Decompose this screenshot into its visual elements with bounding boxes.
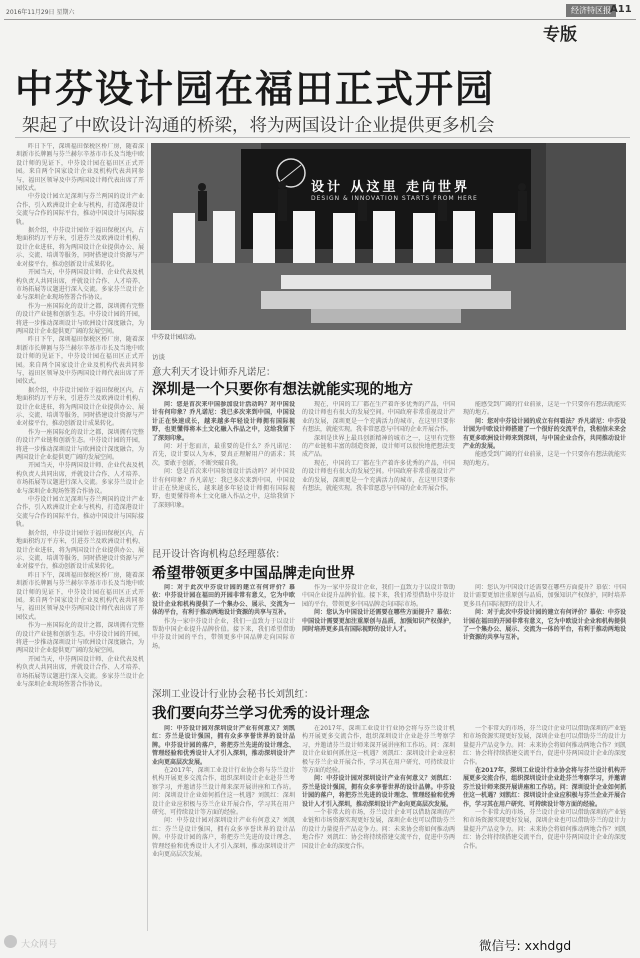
interview3-column-3 xyxy=(463,725,626,931)
section-tag: 专版 xyxy=(543,25,577,45)
lead-paragraph-12: 昨日下午，深圳福田保税区桥厂房，随着深圳新市长牌匾与芬兰赫尔辛基市市长及当地中欧设计师的见证下，中芬设计园在福田区正式开园。来自两个国家设计企业及机构代表共同参与，福田区领导及中芬两国设计师代表出席了开园仪式。 xyxy=(16,571,144,621)
interview1-text-b: 现在，中国的工厂都在生产着许多优秀的产品，中国的设计师也有很大的发展空间。中国政府非常重视设计产业的发展，深圳更是一个充满活力的城市，在这里只要你有想法，就能实现。我非常愿意与中国的企业开展合作。 xyxy=(302,401,455,434)
interview1-kicker: 意大利天才设计师乔凡诺尼： xyxy=(152,367,276,378)
interview3-text-b2: 问：中芬设计园对深圳设计产业有何意义？刘凯红：芬兰是设计强国，拥有众多享誉世界的设计品牌。中芬设计园的落户，将把芬兰先进的设计理念、管理经验和优秀设计人才引入深圳，推动深圳设计产业向更高层次发展。 xyxy=(302,775,455,808)
interview2-text-b: 作为一家中芬设计企业，我们一直致力于以设计帮助中国企业提升品牌价值。接下来，我们希望借助中芬设计园的平台，带领更多中国品牌走向国际市场。 xyxy=(302,584,455,608)
watermark-left: 大众网号 xyxy=(21,940,58,950)
photo-caption: 中芬设计园启动。 xyxy=(152,334,201,341)
lead-paragraph-5: 作为一座国际化的设计之都，深圳拥有完整的设计产业链和创新生态。中芬设计园的开园，将进一步推动深圳设计与欧洲设计深度融合，为两国设计企业提供更广阔的发展空间。 xyxy=(16,302,144,335)
interview2-text-c: 问：您认为中国设计还需要在哪些方面提升？慕依：中国设计需要更加注重原创与品质，加强知识产权保护，同时培养更多具有国际视野的设计人才。 xyxy=(463,584,626,608)
interview3-headline: 我们要向芬兰学习优秀的设计理念 xyxy=(152,706,370,722)
interview1-column-3 xyxy=(463,401,626,541)
lead-body-column xyxy=(16,143,144,931)
interview1-text-a2: 问：对于您而言，最重要的是什么？乔凡诺尼：首先，设计要以人为本，要真正理解用户的需求；其次，要敢于创新，不断突破自我。 xyxy=(152,443,295,467)
interview3-text-c: 一个非常大的市场，芬兰设计企业可以借助深圳的产业链和市场资源实现更好发展，深圳企业也可以借助芬兰的设计力量提升产品竞争力。问：未来协会将如何推动两地合作？刘凯红：协会将持续搭建交流平台，促进中芬两国设计企业的深度合作。 xyxy=(463,725,626,766)
interview1-column-1 xyxy=(152,401,295,541)
interview1-text-c3: 能感受到广阔的行业前景，这是一个只要你有想法就能实现的地方。 xyxy=(463,451,626,467)
lead-paragraph-1: 昨日下午，深圳福田保税区桥厂房，随着深圳新市长牌匾与芬兰赫尔辛基市市长及当地中欧设计师的见证下，中芬设计园在福田区正式开园。来自两个国家设计企业及机构代表共同参与，福田区领导及中芬两国设计师代表出席了开园仪式。 xyxy=(16,143,144,193)
watermark-right: 微信号: xxhdgd xyxy=(479,938,572,953)
page-number: A11 xyxy=(610,4,632,15)
interview3-text-a3: 问：中芬设计园对深圳设计产业有何意义？刘凯红：芬兰是设计强国，拥有众多享誉世界的设计品牌。中芬设计园的落户，将把芬兰先进的设计理念、管理经验和优秀设计人才引入深圳，推动深圳设计产业向更高层次发展。 xyxy=(152,817,295,859)
interview2-kicker: 昆开设计咨询机构总经理慕依： xyxy=(152,549,286,560)
lead-paragraph-4: 开园当天，中芬两国设计师、企业代表及机构负责人共同出席，并就设计合作、人才培养、市场拓展等议题进行深入交流。多家芬兰设计企业与深圳企业现场签署合作协议。 xyxy=(16,269,144,302)
lead-paragraph-9: 开园当天，中芬两国设计师、企业代表及机构负责人共同出席，并就设计合作、人才培养、市场拓展等议题进行深入交流。多家芬兰设计企业与深圳企业现场签署合作协议。 xyxy=(16,462,144,495)
interview2-column-3 xyxy=(463,584,626,666)
interview2-text-a2: 作为一家中芬设计企业，我们一直致力于以设计帮助中国企业提升品牌价值。接下来，我们希望借助中芬设计园的平台，带领更多中国品牌走向国际市场。 xyxy=(152,617,295,650)
interview1-text-b3: 现在，中国的工厂都在生产着许多优秀的产品，中国的设计师也有很大的发展空间。中国政府非常重视设计产业的发展，深圳更是一个充满活力的城市，在这里只要你有想法，就能实现。我非常愿意与中国的企业开展合作。 xyxy=(302,459,455,493)
title-rule xyxy=(15,137,630,138)
ceremony-photo xyxy=(151,143,626,330)
lead-paragraph-3: 据介绍，中芬设计园位于福田保税区内，占地面积约万平方米，引进芬兰及欧洲设计机构、设计企业进驻，将为两国设计企业提供办公、展示、交流、培训等服务，同时搭建设计资源与产业对接平台，推动创新设计成果转化。 xyxy=(16,227,144,268)
interview1-text-a: 问：您是首次来中国参加设计活动吗？对中国设计有何印象？乔凡诺尼：我已多次来到中国，中国设计正在快速成长，越来越多年轻设计师拥有国际视野，也更懂得将本土文化融入作品之中，这给我留下了深刻印象。 xyxy=(152,401,295,442)
interview3-text-c2: 在2017年，深圳工业设计行业协会将与芬兰设计机构开展更多交流合作，组织深圳设计企业赴芬兰考察学习，并邀请芬兰设计师来深开展讲座和工作坊。问：深圳设计企业如何抓住这一机遇？刘凯红：深圳设计企业应积极与芬兰企业开展合作，学习其在用户研究、可持续设计等方面的经验。 xyxy=(463,767,626,808)
header-rule xyxy=(4,19,636,20)
lead-paragraph-6: 昨日下午，深圳福田保税区桥厂房，随着深圳新市长牌匾与芬兰赫尔辛基市市长及当地中欧设计师的见证下，中芬设计园在福田区正式开园。来自两个国家设计企业及机构代表共同参与，福田区领导及中芬两国设计师代表出席了开园仪式。 xyxy=(16,336,144,386)
interview2-text-a: 问：对于此次中芬设计园的建立有何评价？慕依：中芬设计园在福田的开园非常有意义，它为中欧设计企业和机构提供了一个集办公、展示、交流为一体的平台，有利于推动两地设计资源的共享与互补。 xyxy=(152,584,295,617)
watermark-logo-icon xyxy=(4,935,17,948)
interview2-text-c2: 问：对于此次中芬设计园的建立有何评价？慕依：中芬设计园在福田的开园非常有意义，它为中欧设计企业和机构提供了一个集办公、展示、交流为一体的平台，有利于推动两地设计资源的共享与互补。 xyxy=(463,609,626,642)
lead-paragraph-7: 据介绍，中芬设计园位于福田保税区内，占地面积约万平方米，引进芬兰及欧洲设计机构、设计企业进驻，将为两国设计企业提供办公、展示、交流、培训等服务，同时搭建设计资源与产业对接平台，推动创新设计成果转化。 xyxy=(16,386,144,428)
interview3-kicker: 深圳工业设计行业协会秘书长刘凯红： xyxy=(152,689,314,700)
interview2-text-b2: 问：您认为中国设计还需要在哪些方面提升？慕依：中国设计需要更加注重原创与品质，加强知识产权保护，同时培养更多具有国际视野的设计人才。 xyxy=(302,609,455,634)
ceremony-photo-illustration xyxy=(151,143,626,330)
interview2-column-2 xyxy=(302,584,455,666)
article-title: 中芬设计园在福田正式开园 xyxy=(15,66,496,111)
interview1-text-a3: 问：您是首次来中国参加设计活动吗？对中国设计有何印象？乔凡诺尼：我已多次来到中国，中国设计正在快速成长，越来越多年轻设计师拥有国际视野，也更懂得将本土文化融入作品之中，这给我留下了深刻印象。 xyxy=(152,468,295,509)
interview3-column-1 xyxy=(152,725,295,931)
interview1-column-2 xyxy=(302,401,455,541)
interview3-text-b3: 一个非常大的市场，芬兰设计企业可以借助深圳的产业链和市场资源实现更好发展，深圳企业也可以借助芬兰的设计力量提升产品竞争力。问：未来协会将如何推动两地合作？刘凯红：协会将持续搭建交流平台，促进中芬两国设计企业的深度合作。 xyxy=(302,809,455,850)
interview3-text-c3: 一个非常大的市场，芬兰设计企业可以借助深圳的产业链和市场资源实现更好发展，深圳企业也可以借助芬兰的设计力量提升产品竞争力。问：未来协会将如何推动两地合作？刘凯红：协会将持续搭建交流平台，促进中芬两国设计企业的深度合作。 xyxy=(463,809,626,850)
lead-paragraph-8: 作为一座国际化的设计之都，深圳拥有完整的设计产业链和创新生态。中芬设计园的开园，将进一步推动深圳设计与欧洲设计深度融合，为两国设计企业提供更广阔的发展空间。 xyxy=(16,428,144,462)
lead-paragraph-14: 开园当天，中芬两国设计师、企业代表及机构负责人共同出席，并就设计合作、人才培养、市场拓展等议题进行深入交流。多家芬兰设计企业与深圳企业现场签署合作协议。 xyxy=(16,655,144,688)
article-subtitle: 架起了中欧设计沟通的桥梁，将为两国设计企业提供更多机会 xyxy=(22,116,495,136)
interview2-column-1 xyxy=(152,584,295,666)
lead-paragraph-2: 中芬设计园立足深圳与芬兰两国的设计产业合作，引入欧洲设计企业与机构，打造深港设计交流与合作的国际平台，推动中国设计与国际接轨。 xyxy=(16,193,144,226)
photo-banner-subtext: DESIGN & INNOVATION STARTS FROM HERE xyxy=(311,195,478,202)
lead-paragraph-11: 据介绍，中芬设计园位于福田保税区内，占地面积约万平方米，引进芬兰及欧洲设计机构、设计企业进驻，将为两国设计企业提供办公、展示、交流、培训等服务，同时搭建设计资源与产业对接平台，推动创新设计成果转化。 xyxy=(16,529,144,571)
issue-date: 2016年11月29日 星期六 xyxy=(6,9,75,16)
lead-paragraph-13: 作为一座国际化的设计之都，深圳拥有完整的设计产业链和创新生态。中芬设计园的开园，将进一步推动深圳设计与欧洲设计深度融合，为两国设计企业提供更广阔的发展空间。 xyxy=(16,622,144,655)
paper-name-badge: 经济特区报 xyxy=(566,4,616,17)
interview3-text-a2: 在2017年，深圳工业设计行业协会将与芬兰设计机构开展更多交流合作，组织深圳设计企业赴芬兰考察学习，并邀请芬兰设计师来深开展讲座和工作坊。问：深圳设计企业如何抓住这一机遇？刘凯红：深圳设计企业应积极与芬兰企业开展合作，学习其在用户研究、可持续设计等方面的经验。 xyxy=(152,767,295,817)
photo-banner-text: 设计 从这里 走向世界 xyxy=(311,180,471,195)
column-divider xyxy=(147,143,148,931)
lead-paragraph-10: 中芬设计园立足深圳与芬兰两国的设计产业合作，引入欧洲设计企业与机构，打造深港设计交流与合作的国际平台，推动中国设计与国际接轨。 xyxy=(16,496,144,529)
interview3-column-2 xyxy=(302,725,455,931)
interview3-text-a: 问：中芬设计园对深圳设计产业有何意义？刘凯红：芬兰是设计强国，拥有众多享誉世界的设计品牌。中芬设计园的落户，将把芬兰先进的设计理念、管理经验和优秀设计人才引入深圳，推动深圳设计产业向更高层次发展。 xyxy=(152,725,295,766)
interview2-headline: 希望带领更多中国品牌走向世界 xyxy=(152,566,355,582)
interview1-headline: 深圳是一个只要你有想法就能实现的地方 xyxy=(152,382,413,398)
interview1-text-b2: 深圳是世界上最具创新精神的城市之一，这里有完整的产业链和丰富的制造资源，设计师可以很快地把想法变成产品。 xyxy=(302,434,455,459)
interview3-text-b: 在2017年，深圳工业设计行业协会将与芬兰设计机构开展更多交流合作，组织深圳设计企业赴芬兰考察学习，并邀请芬兰设计师来深开展讲座和工作坊。问：深圳设计企业如何抓住这一机遇？刘凯红：深圳设计企业应积极与芬兰企业开展合作，学习其在用户研究、可持续设计等方面的经验。 xyxy=(302,725,455,775)
interview1-text-c: 能感受到广阔的行业前景，这是一个只要你有想法就能实现的地方。 xyxy=(463,401,626,417)
interview1-text-c2: 问：您对中芬设计园的成立有何看法？乔凡诺尼：中芬设计园为中欧设计师搭建了一个很好的交流平台，我相信未来会有更多欧洲设计师来到深圳，与中国企业合作，共同推动设计产业的发展。 xyxy=(463,417,626,451)
section-label: 访谈 xyxy=(152,353,165,361)
